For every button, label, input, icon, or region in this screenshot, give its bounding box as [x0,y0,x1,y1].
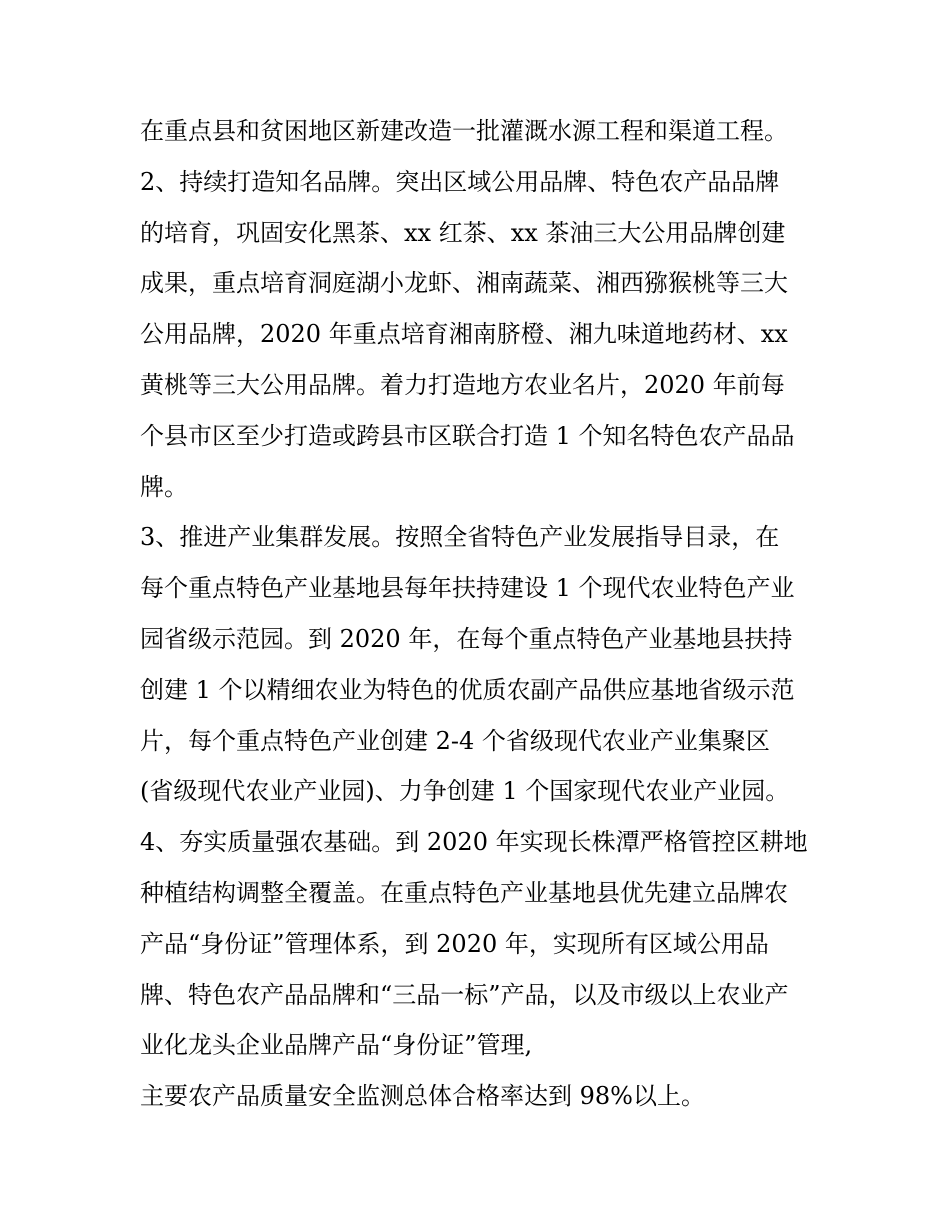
text-line: 的培育，巩固安化黑茶、xx 红茶、xx 茶油三大公用品牌创建 [140,218,786,247]
text-line: 每个重点特色产业基地县每年扶持建设 1 个现代农业特色产业 [140,574,795,603]
text-line: 片，每个重点特色产业创建 2-4 个省级现代农业产业集聚区 [140,726,770,755]
text-line: 创建 1 个以精细农业为特色的优质农副产品供应基地省级示范 [140,675,795,704]
text-line: 成果，重点培育洞庭湖小龙虾、湘南蔬菜、湘西猕猴桃等三大 [140,269,788,298]
text-line: 黄桃等三大公用品牌。着力打造地方农业名片，2020 年前每 [140,370,785,399]
text-line: (省级现代农业产业园)、力争创建 1 个国家现代农业产业园。 [140,777,790,806]
text-line: 3、推进产业集群发展。按照全省特色产业发展指导目录，在 [140,523,780,552]
text-line: 种植结构调整全覆盖。在重点特色产业基地县优先建立品牌农 [140,878,788,907]
text-line: 牌。 [140,472,188,501]
text-line: 在重点县和贫困地区新建改造一批灌溉水源工程和渠道工程。 [140,117,788,145]
text-line: 主要农产品质量安全监测总体合格率达到 98%以上。 [140,1082,705,1111]
body-text [140,106,830,1122]
text-line: 牌、特色农产品品牌和“三品一标”产品，以及市级以上农业产 [140,980,789,1009]
text-line: 业化龙头企业品牌产品“身份证”管理, [140,1031,533,1060]
text-line: 产品“身份证”管理体系，到 2020 年，实现所有区域公用品 [140,929,769,958]
text-line: 2、持续打造知名品牌。突出区域公用品牌、特色农产品品牌 [140,167,780,196]
text-line: 个县市区至少打造或跨县市区联合打造 1 个知名特色农产品品 [140,421,795,450]
text-line: 公用品牌，2020 年重点培育湘南脐橙、湘九味道地药材、xx [140,320,788,349]
text-line: 园省级示范园。到 2020 年，在每个重点特色产业基地县扶持 [140,624,793,653]
text-line: 4、夯实质量强农基础。到 2020 年实现长株潭严格管控区耕地 [140,828,808,857]
